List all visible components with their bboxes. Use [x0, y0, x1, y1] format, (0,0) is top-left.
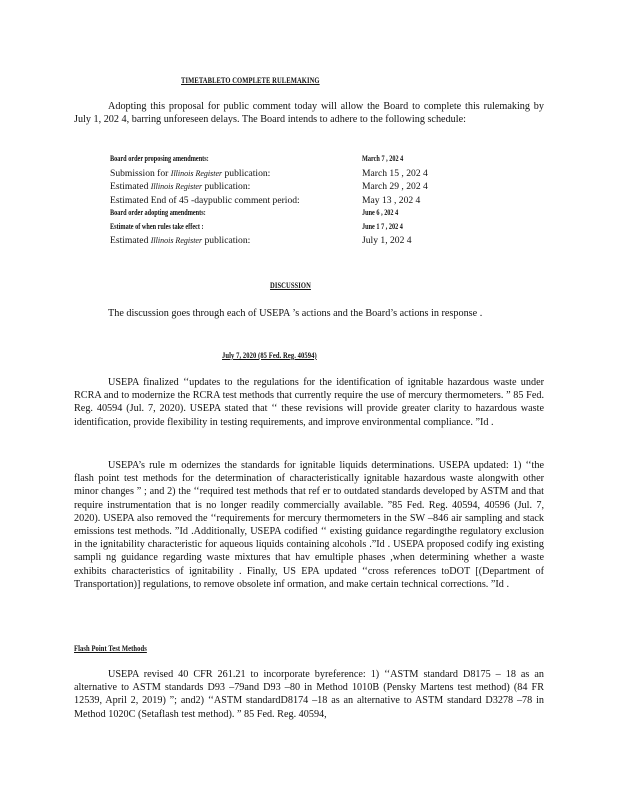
schedule-event-label [110, 195, 300, 206]
flash-point-heading: Flash Point Test Methods [74, 644, 147, 653]
schedule-event-suffix: publication: [202, 181, 251, 192]
schedule-row [110, 154, 460, 168]
schedule-event-label [110, 235, 250, 246]
schedule-event-text: Estimated [110, 235, 151, 246]
schedule-row [110, 222, 460, 236]
schedule-date: June 1 7 , 202 4 [362, 221, 403, 231]
schedule-row [110, 168, 460, 182]
paragraph-2-text: USEPA’s rule m odernizes the standards for ignitable liquids determinations. USEPA updated: 1) ‘‘the flash point test methods for the determination of characteristically ignitable hazardous waste alongwith other minor changes ” ; and 2) the ‘‘required test methods that ref er to outdated standards developed by ASTM and that require instrumentation that is no longer readily commercially available. ”85 Fed. Reg. 40594, 40596 (Jul. 7, 2020). USEPA also removed the ‘‘requirements for mercury thermometers in the SW –846 air sampling and stack emissions test methods. ”Id .Additionally, USEPA codified ‘‘ existing guidance regardingthe regulatory exclusion in the ignitability characteristic for aqueous liquids containing alcohols .”Id . USEPA proposed codify ing existing sampli ng guidance regarding waste mixtures that hav emultiple phases ,when determining whether a waste exhibits characteristics of ignitability . Finally, US EPA updated ‘‘cross references toDOT [(Department of Transportation)] regulations, to remove obsolete inf ormation, and make certain technical corrections. ”Id . [74, 460, 544, 590]
schedule-date: March 15 , 202 4 [362, 167, 428, 179]
schedule-event-label [110, 154, 209, 163]
schedule-table [110, 154, 460, 249]
discussion-intro-text: The discussion goes through each of USEPA ’s actions and the Board’s actions in response . [108, 308, 483, 319]
paragraph-2 [74, 459, 544, 591]
intro-paragraph [74, 100, 544, 126]
schedule-event-text: Submission for [110, 167, 171, 179]
paragraph-1-text: USEPA finalized ‘‘updates to the regulations for the identification of ignitable hazardous waste under RCRA and to modernize the RCRA test methods that currently require the use of mercury thermometers. ” 85 Fed. Reg. 40594 (Jul. 7, 2020). USEPA stated that ‘‘ these revisions will provide greater clarity to hazardous waste identification, provide flexibility in testing requirements, and improve environmental compliance. ”Id . [74, 377, 544, 428]
schedule-event-suffix: publication: [202, 235, 251, 246]
schedule-event-text: Board order adopting amendments: [110, 208, 206, 217]
timetable-heading: TIMETABLETO COMPLETE RULEMAKING [181, 76, 320, 85]
schedule-journal-name: Illinois Register [150, 182, 203, 191]
schedule-row [110, 208, 460, 222]
paragraph-3 [74, 668, 544, 721]
paragraph-1 [74, 376, 544, 429]
schedule-row [110, 181, 460, 195]
schedule-event-text: Estimated End of 45 -daypublic comment period: [110, 194, 300, 206]
schedule-journal-name: Illinois Register [170, 168, 223, 178]
paragraph-3-text: USEPA revised 40 CFR 261.21 to incorporate byreference: 1) ‘‘ASTM standard D8175 – 18 as an alternative to ASTM standards D93 –79and D93 –80 in Method 1010B (Pensky Martens test method) (84 FR 12539, April 2, 2019) ”; and2) ‘‘ASTM standardD8174 –18 as an alternative to ASTM standard D3278 –78 in Method 1020C (Setaflash test method). ” 85 Fed. Reg. 40594, [74, 669, 544, 720]
schedule-event-text: Estimate of when rules take effect : [110, 221, 204, 231]
discussion-heading: DISCUSSION [270, 281, 311, 290]
schedule-event-suffix: publication: [222, 167, 271, 179]
schedule-date: March 29 , 202 4 [362, 181, 428, 192]
schedule-date: June 6 , 202 4 [362, 208, 399, 217]
schedule-date: May 13 , 202 4 [362, 194, 421, 206]
schedule-event-label [110, 222, 204, 231]
discussion-intro-paragraph [74, 307, 544, 320]
schedule-journal-name: Illinois Register [150, 236, 203, 245]
schedule-row [110, 235, 460, 249]
schedule-date: July 1, 202 4 [362, 235, 412, 246]
schedule-event-label [110, 168, 270, 179]
intro-text: Adopting this proposal for public comment today will allow the Board to complete this rulemaking by July 1, 202 4, barring unforeseen delays. The Board intends to adhere to the following schedule: [74, 101, 544, 126]
july-2020-heading: July 7, 2020 (85 Fed. Reg. 40594) [222, 351, 317, 360]
schedule-event-label [110, 181, 250, 192]
schedule-event-text: Board order proposing amendments: [110, 154, 209, 163]
schedule-row [110, 195, 460, 209]
schedule-date: March 7 , 202 4 [362, 154, 404, 163]
schedule-event-label [110, 208, 206, 217]
schedule-event-text: Estimated [110, 181, 151, 192]
